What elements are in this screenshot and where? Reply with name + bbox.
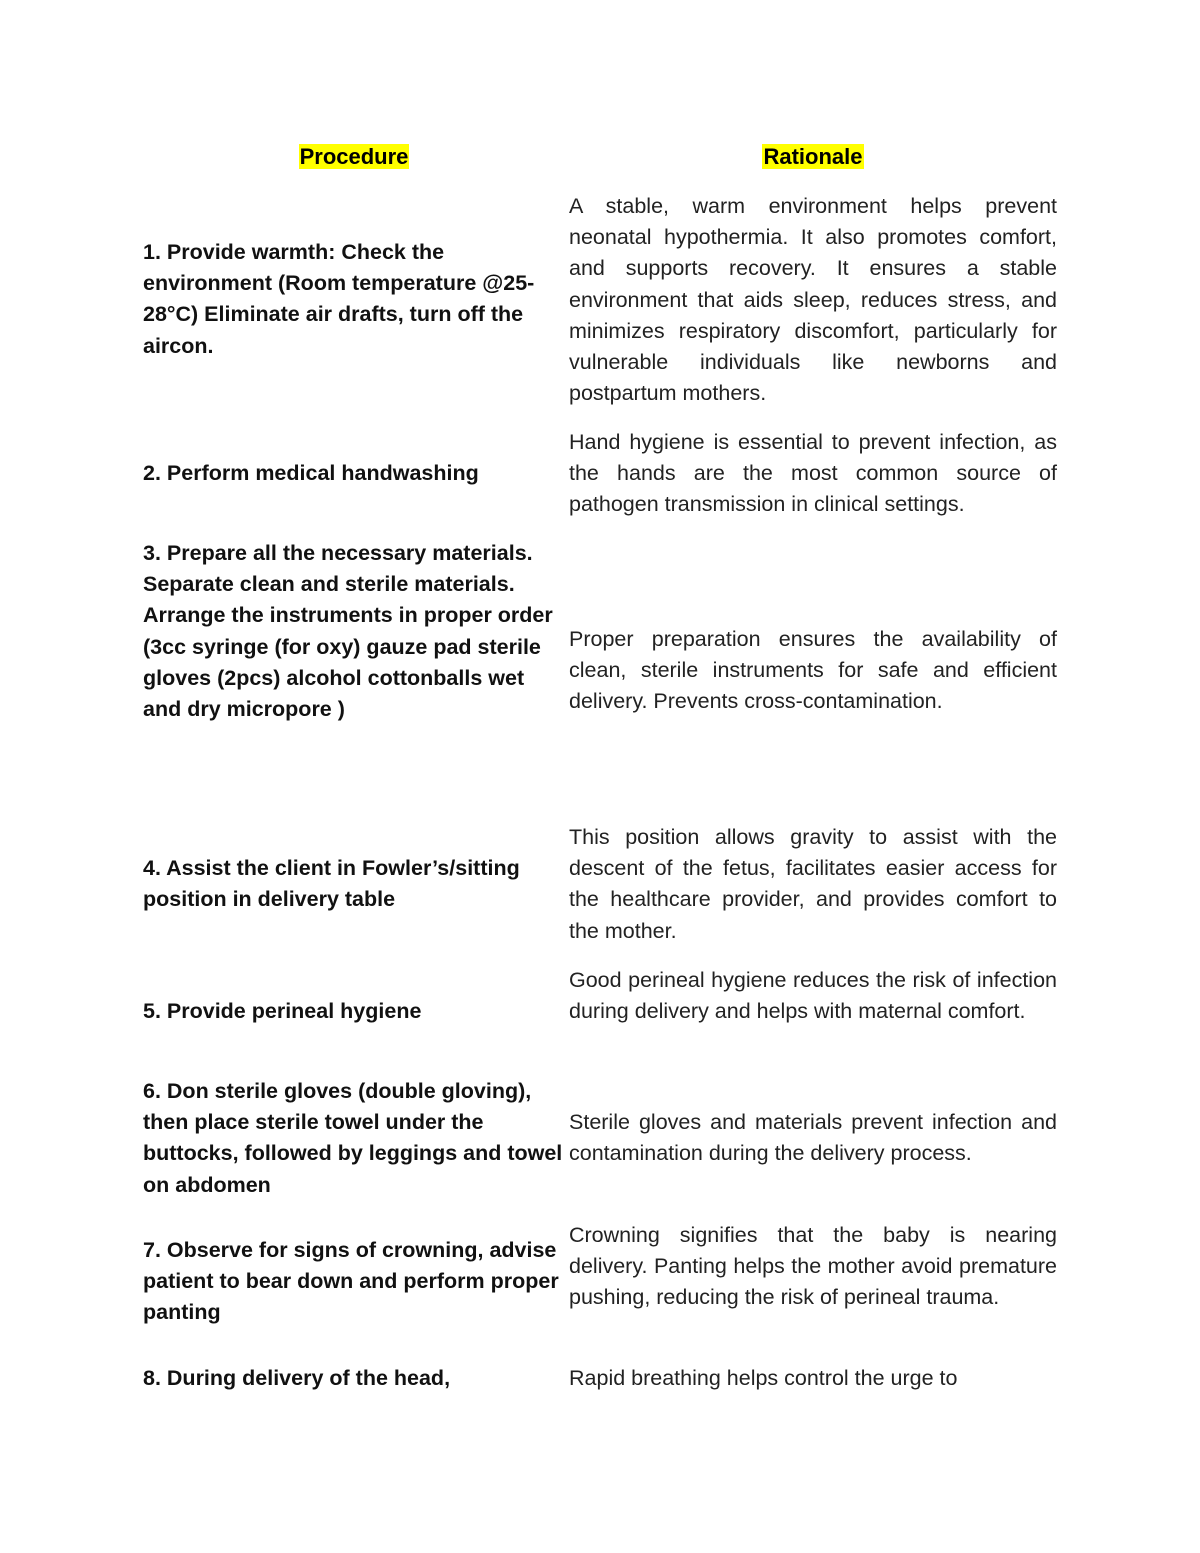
rationale-step-4: This position allows gravity to assist with the descent of the fetus, facilitates easier access for the healthcare provider, and provides comfort to the mother. [569, 825, 1057, 943]
rationale-step-7: Crowning signifies that the baby is nearing delivery. Panting helps the mother avoid premature pushing, reducing the risk of perineal trauma. [569, 1223, 1057, 1310]
procedure-step-4: 4. Assist the client in Fowler’s/sitting position in delivery table [143, 856, 520, 912]
rationale-step-8: Rapid breathing helps control the urge to [569, 1366, 958, 1390]
rationale-column-header [569, 142, 1057, 172]
procedure-header-label: Procedure [299, 144, 409, 169]
rationale-step-5: Good perineal hygiene reduces the risk of infection during delivery and helps with maternal comfort. [569, 968, 1057, 1024]
procedure-step-3: 3. Prepare all the necessary materials. Separate clean and sterile materials. Arrange the instruments in proper order (3cc syringe (for oxy) gauze pad sterile gloves (2pcs) alcohol cottonballs wet and dry micropore ) [143, 541, 553, 722]
rationale-step-3: Proper preparation ensures the availability of clean, sterile instruments for safe and efficient delivery. Prevents cross-contamination. [569, 627, 1057, 714]
rationale-step-2: Hand hygiene is essential to prevent infection, as the hands are the most common source of pathogen transmission in clinical settings. [569, 430, 1057, 517]
rationale-step-6: Sterile gloves and materials prevent infection and contamination during the delivery process. [569, 1110, 1057, 1166]
rationale-header-label: Rationale [763, 144, 863, 169]
procedure-column-header [143, 142, 565, 172]
procedure-step-5: 5. Provide perineal hygiene [143, 999, 422, 1023]
procedure-step-7: 7. Observe for signs of crowning, advise patient to bear down and perform proper panting [143, 1238, 559, 1325]
procedure-step-6: 6. Don sterile gloves (double gloving), then place sterile towel under the buttocks, followed by leggings and towel on abdomen [143, 1079, 563, 1197]
procedure-step-8: 8. During delivery of the head, [143, 1366, 451, 1390]
procedure-step-1: 1. Provide warmth: Check the environment (Room temperature @25-28°C) Eliminate air drafts, turn off the aircon. [143, 240, 535, 358]
rationale-step-1: A stable, warm environment helps prevent neonatal hypothermia. It also promotes comfort, and supports recovery. It ensures a stable environment that aids sleep, reduces stress, and minimizes respiratory discomfort, particularly for vulnerable individuals like newborns and postpartum mothers. [569, 194, 1057, 406]
procedure-step-2: 2. Perform medical handwashing [143, 461, 479, 485]
